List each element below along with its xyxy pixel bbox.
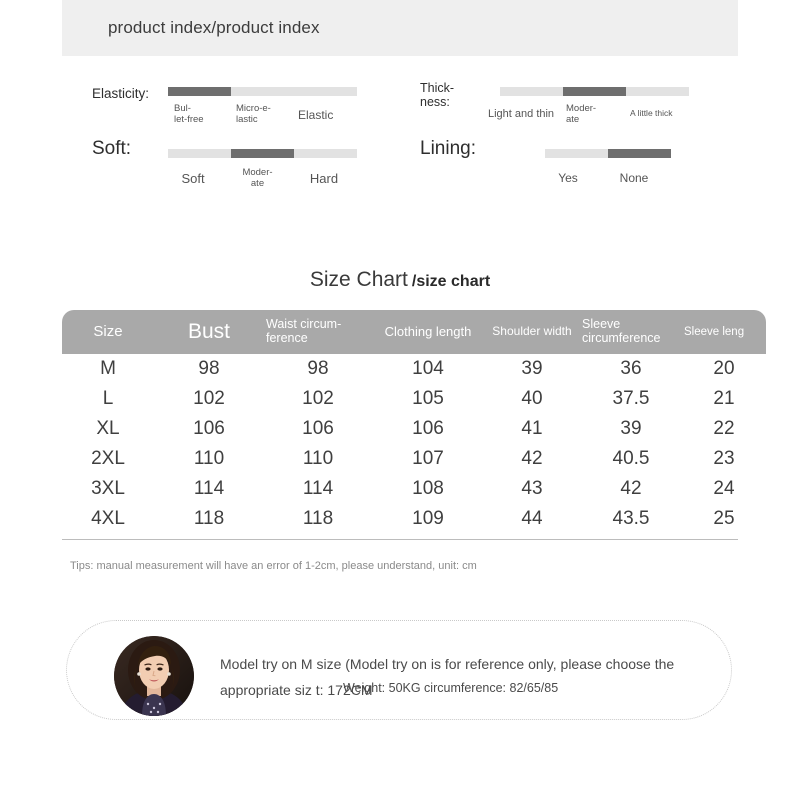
cell-value: 40 <box>521 388 543 409</box>
cell-value: 43.5 <box>612 508 650 529</box>
size-chart-table-wrap <box>62 310 745 534</box>
table-header-row <box>62 310 766 354</box>
cell-value: 98 <box>307 358 329 379</box>
tick-label: Yes <box>558 171 578 185</box>
table-row <box>62 384 766 414</box>
attribute-bar-lining <box>545 149 671 158</box>
table-bottom-divider <box>62 539 738 540</box>
cell-value: 40.5 <box>612 448 650 469</box>
table-row <box>62 474 766 504</box>
size-chart-heading <box>0 268 800 292</box>
attribute-label-thickness: Thick- ness: <box>420 81 455 109</box>
measurement-tips: Tips: manual measurement will have an error of 1-2cm, please understand, unit: cm <box>70 560 477 572</box>
model-photo-icon <box>114 636 194 716</box>
tick-label: A little thick <box>630 108 673 118</box>
attribute-label-elasticity: Elasticity: <box>92 86 150 101</box>
column-header-size: Size <box>62 310 154 354</box>
cell-value: 110 <box>302 448 334 469</box>
cell-value: 106 <box>302 418 334 439</box>
attribute-row-lining <box>420 138 800 198</box>
cell-value: 20 <box>713 358 735 379</box>
cell-value: 37.5 <box>612 388 650 409</box>
cell-size: M <box>100 358 116 379</box>
column-header-clothing-length: Clothing length <box>372 310 484 354</box>
attribute-bar-soft <box>168 149 357 158</box>
tick-label: Moder- ate <box>566 103 597 125</box>
cell-size: L <box>102 388 114 409</box>
cell-value: 39 <box>521 358 543 379</box>
attribute-row-elasticity <box>0 80 400 140</box>
cell-value: 114 <box>193 478 225 499</box>
tick-label: Moder- ate <box>242 167 273 189</box>
page-title: product index/product index <box>108 18 320 37</box>
tick-label: Hard <box>309 171 339 186</box>
table-row <box>62 354 766 384</box>
cell-value: 41 <box>521 418 543 439</box>
column-header-bust: Bust <box>154 310 264 354</box>
column-header-sleeve-circumference: Sleeve circumference <box>580 310 682 354</box>
header-banner <box>62 0 738 56</box>
cell-value: 22 <box>713 418 735 439</box>
cell-value: 36 <box>620 358 642 379</box>
cell-value: 107 <box>412 448 444 469</box>
column-header-shoulder-width: Shoulder width <box>484 310 580 354</box>
tick-label: Elastic <box>298 108 334 122</box>
cell-size: 3XL <box>91 478 125 499</box>
tick-label: Bul- let-free <box>174 103 204 125</box>
cell-value: 44 <box>521 508 543 529</box>
cell-value: 43 <box>521 478 543 499</box>
table-row <box>62 504 766 534</box>
cell-value: 42 <box>620 478 642 499</box>
cell-value: 118 <box>302 508 334 529</box>
attribute-ticks-lining <box>535 168 685 185</box>
cell-value: 39 <box>620 418 642 439</box>
cell-value: 102 <box>302 388 334 409</box>
cell-value: 105 <box>412 388 444 409</box>
size-chart-table <box>62 310 766 534</box>
column-header-sleeve-length: Sleeve leng <box>682 310 766 354</box>
cell-value: 106 <box>193 418 225 439</box>
model-description: Model try on M size (Model try on is for reference only, please choose the appropriate siz t: 172CM <box>220 656 675 698</box>
cell-value: 104 <box>412 358 444 379</box>
cell-value: 106 <box>412 418 444 439</box>
cell-value: 42 <box>521 448 543 469</box>
table-row <box>62 444 766 474</box>
model-avatar <box>114 636 194 716</box>
tick-label: Light and thin <box>488 108 555 120</box>
cell-value: 21 <box>713 388 735 409</box>
cell-value: 24 <box>713 478 735 499</box>
model-measurements-overlay: Weight: 50KG circumference: 82/65/85 <box>343 681 559 695</box>
attribute-ticks-soft <box>160 168 370 189</box>
cell-value: 110 <box>193 448 225 469</box>
size-chart-heading-en: Size Chart <box>309 268 408 291</box>
attribute-label-soft: Soft: <box>92 138 132 159</box>
tick-label: Soft <box>181 171 205 186</box>
cell-value: 25 <box>713 508 735 529</box>
attribute-bar-elasticity <box>168 87 357 96</box>
cell-value: 98 <box>198 358 220 379</box>
cell-size: 2XL <box>91 448 125 469</box>
attribute-ticks-thickness <box>488 104 703 125</box>
cell-value: 109 <box>412 508 444 529</box>
attribute-label-lining: Lining: <box>420 138 476 159</box>
cell-value: 108 <box>412 478 444 499</box>
tick-label: None <box>619 171 649 185</box>
cell-size: XL <box>96 418 120 439</box>
cell-value: 118 <box>193 508 225 529</box>
cell-value: 23 <box>713 448 735 469</box>
attribute-row-thickness <box>420 80 800 140</box>
column-header-waist: Waist circum- ference <box>264 310 372 354</box>
attribute-row-soft <box>0 138 400 198</box>
size-chart-heading-cn: /size chart <box>411 273 491 290</box>
table-row <box>62 414 766 444</box>
attribute-ticks-elasticity <box>168 104 363 125</box>
table-body <box>62 354 766 534</box>
cell-value: 114 <box>302 478 334 499</box>
attribute-bar-thickness <box>500 87 689 96</box>
cell-value: 102 <box>193 388 225 409</box>
tick-label: Micro-e- lastic <box>236 103 271 125</box>
cell-size: 4XL <box>91 508 125 529</box>
